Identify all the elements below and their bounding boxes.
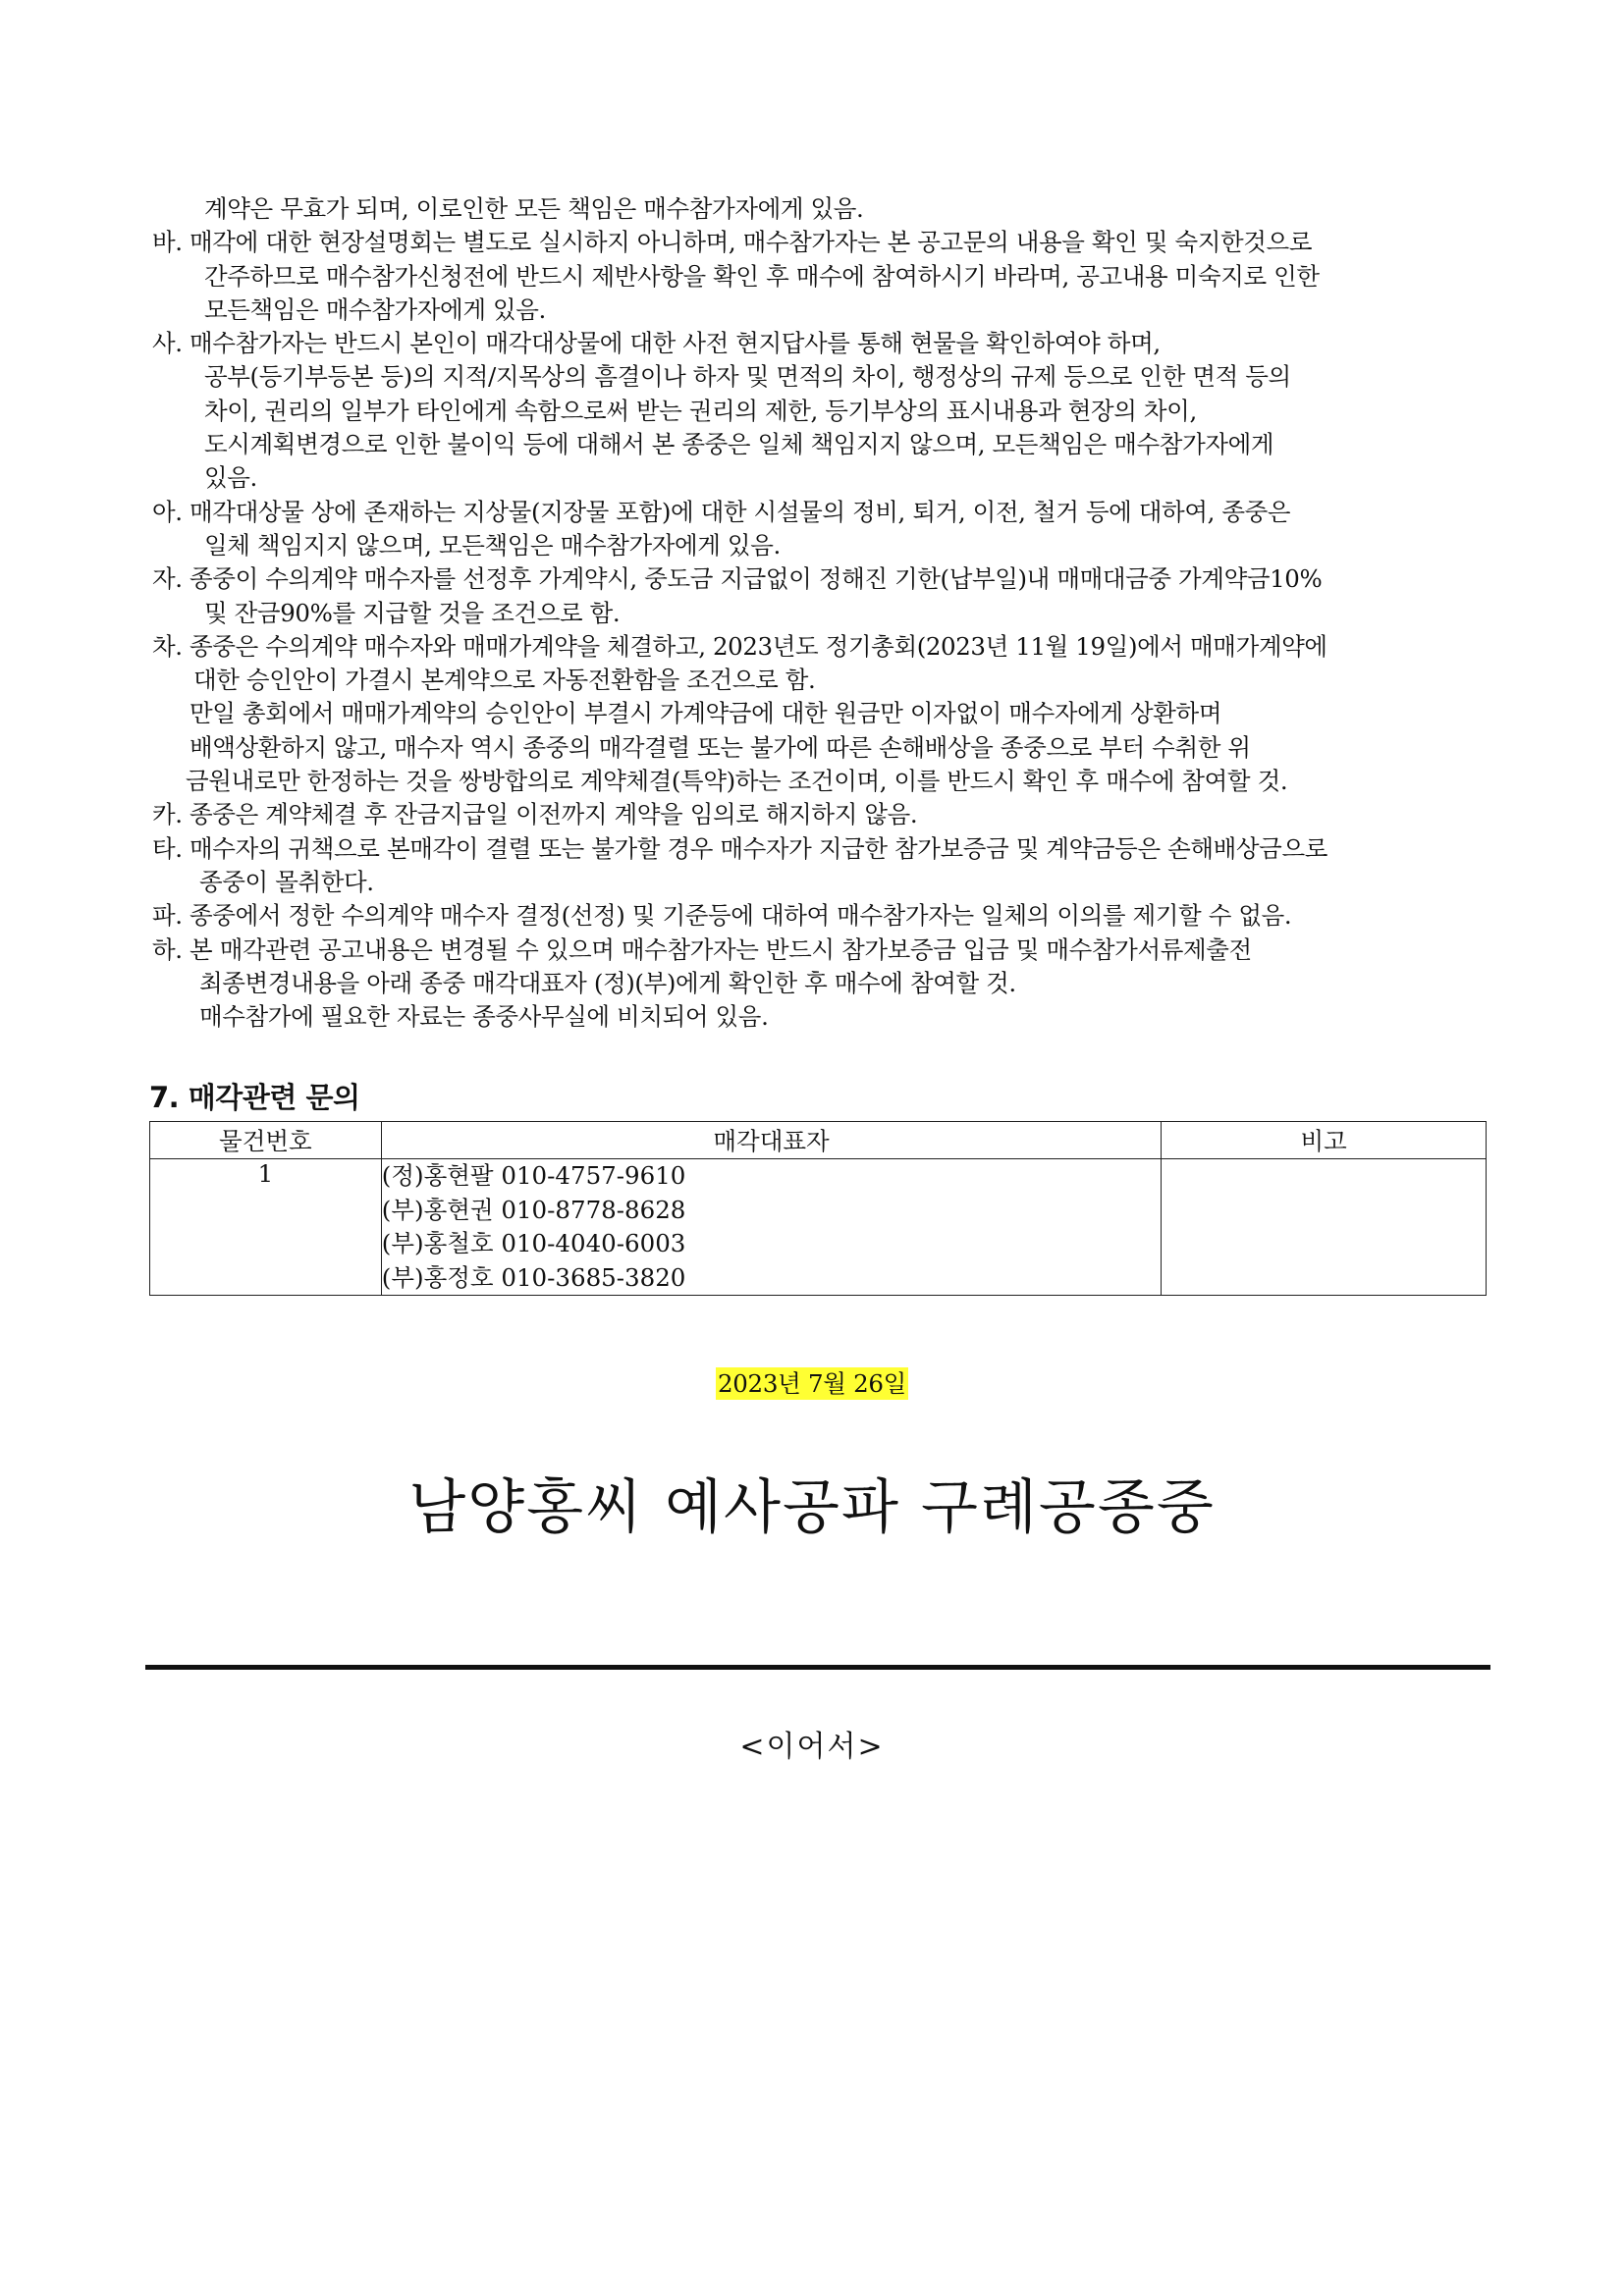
clause-line: 아. 매각대상물 상에 존재하는 지상물(지장물 포함)에 대한 시설물의 정비, 퇴거, 이전, 철거 등에 대하여, 종중은 xyxy=(152,497,1291,526)
notice-date xyxy=(0,1365,1624,1400)
clause-line: 차이, 권리의 일부가 타인에게 속함으로써 받는 권리의 제한, 등기부상의 표시내용과 현장의 차이, xyxy=(204,396,1197,425)
clause-line: 카. 종중은 계약체결 후 잔금지급일 이전까지 계약을 임의로 해지하지 않음. xyxy=(152,800,918,829)
clause-line: 사. 매수참가자는 반드시 본인이 매각대상물에 대한 사전 현지답사를 통해 현물을 확인하여야 하며, xyxy=(152,329,1161,358)
notice-clauses xyxy=(152,192,1488,1034)
clause-line: 있음. xyxy=(204,463,257,493)
table-header-row xyxy=(150,1122,1487,1159)
sale-contacts-table xyxy=(149,1121,1487,1296)
clause-line: 일체 책임지지 않으며, 모든책임은 매수참가자에게 있음. xyxy=(204,530,781,560)
clause-line: 자. 종중이 수의계약 매수자를 선정후 가계약시, 중도금 지급없이 정해진 기한(납부일)내 매매대금중 가계약금10% xyxy=(152,564,1323,594)
clause-line: 종중이 몰취한다. xyxy=(199,867,374,896)
clause-line: 금원내로만 한정하는 것을 쌍방합의로 계약체결(특약)하는 조건이며, 이를 반드시 확인 후 매수에 참여할 것. xyxy=(186,767,1288,796)
item-number-cell: 1 xyxy=(150,1159,382,1296)
header-item-number: 물건번호 xyxy=(150,1122,382,1159)
header-remarks: 비고 xyxy=(1162,1122,1487,1159)
clause-line: 모든책임은 매수참가자에게 있음. xyxy=(204,294,546,324)
clause-line: 바. 매각에 대한 현장설명회는 별도로 실시하지 아니하며, 매수참가자는 본 공고문의 내용을 확인 및 숙지한것으로 xyxy=(152,228,1313,257)
representative-deputy-1: (부)홍현권 010-8778-8628 xyxy=(381,1195,686,1224)
table-row xyxy=(150,1159,1487,1296)
representatives-cell xyxy=(381,1159,1162,1296)
representative-primary: (정)홍현팔 010-4757-9610 xyxy=(381,1161,686,1190)
continued-label: <이어서> xyxy=(739,1730,885,1764)
representative-deputy-2: (부)홍철호 010-4040-6003 xyxy=(381,1229,686,1257)
organization-name: 남양홍씨 예사공파 구례공종중 xyxy=(408,1473,1216,1542)
clause-line: 대한 승인안이 가결시 본계약으로 자동전환함을 조건으로 함. xyxy=(193,666,816,695)
clause-line: 계약은 무효가 되며, 이로인한 모든 책임은 매수참가자에게 있음. xyxy=(204,194,864,223)
clause-line: 타. 매수자의 귀책으로 본매각이 결렬 또는 불가할 경우 매수자가 지급한 참가보증금 및 계약금등은 손해배상금으로 xyxy=(152,833,1327,863)
clause-line: 배액상환하지 않고, 매수자 역시 종중의 매각결렬 또는 불가에 따른 손해배상을 종중으로 부터 수취한 위 xyxy=(189,732,1251,762)
clause-line: 하. 본 매각관련 공고내용은 변경될 수 있으며 매수참가자는 반드시 참가보증금 입금 및 매수참가서류제출전 xyxy=(152,934,1252,964)
clause-line: 공부(등기부등본 등)의 지적/지목상의 흠결이나 하자 및 면적의 차이, 행정상의 규제 등으로 인한 면적 등의 xyxy=(204,362,1291,392)
header-sale-representative: 매각대표자 xyxy=(381,1122,1162,1159)
notice-date-text: 2023년 7월 26일 xyxy=(717,1369,907,1398)
clause-line: 매수참가에 필요한 자료는 종중사무실에 비치되어 있음. xyxy=(199,1002,769,1032)
representative-deputy-3: (부)홍정호 010-3685-3820 xyxy=(381,1262,686,1292)
clause-line: 최종변경내용을 아래 종중 매각대표자 (정)(부)에게 확인한 후 매수에 참여할 것. xyxy=(199,968,1016,997)
section-title-sale-inquiry: 7. 매각관련 문의 xyxy=(149,1081,360,1114)
clause-line: 만일 총회에서 매매가계약의 승인안이 부결시 가계약금에 대한 원금만 이자없이 매수자에게 상환하며 xyxy=(189,699,1222,728)
clause-line: 파. 종중에서 정한 수의계약 매수자 결정(선정) 및 기준등에 대하여 매수참가자는 일체의 이의를 제기할 수 없음. xyxy=(152,901,1292,931)
divider-line xyxy=(145,1665,1490,1670)
clause-line: 도시계획변경으로 인한 불이익 등에 대해서 본 종중은 일체 책임지지 않으며, 모든책임은 매수참가자에게 xyxy=(204,430,1274,459)
clause-line: 간주하므로 매수참가신청전에 반드시 제반사항을 확인 후 매수에 참여하시기 바라며, 공고내용 미숙지로 인한 xyxy=(204,261,1320,291)
clause-line: 차. 종중은 수의계약 매수자와 매매가계약을 체결하고, 2023년도 정기총회(2023년 11월 19일)에서 매매가계약에 xyxy=(152,631,1327,661)
clause-line: 및 잔금90%를 지급할 것을 조건으로 함. xyxy=(204,598,621,627)
remarks-cell xyxy=(1162,1159,1487,1296)
